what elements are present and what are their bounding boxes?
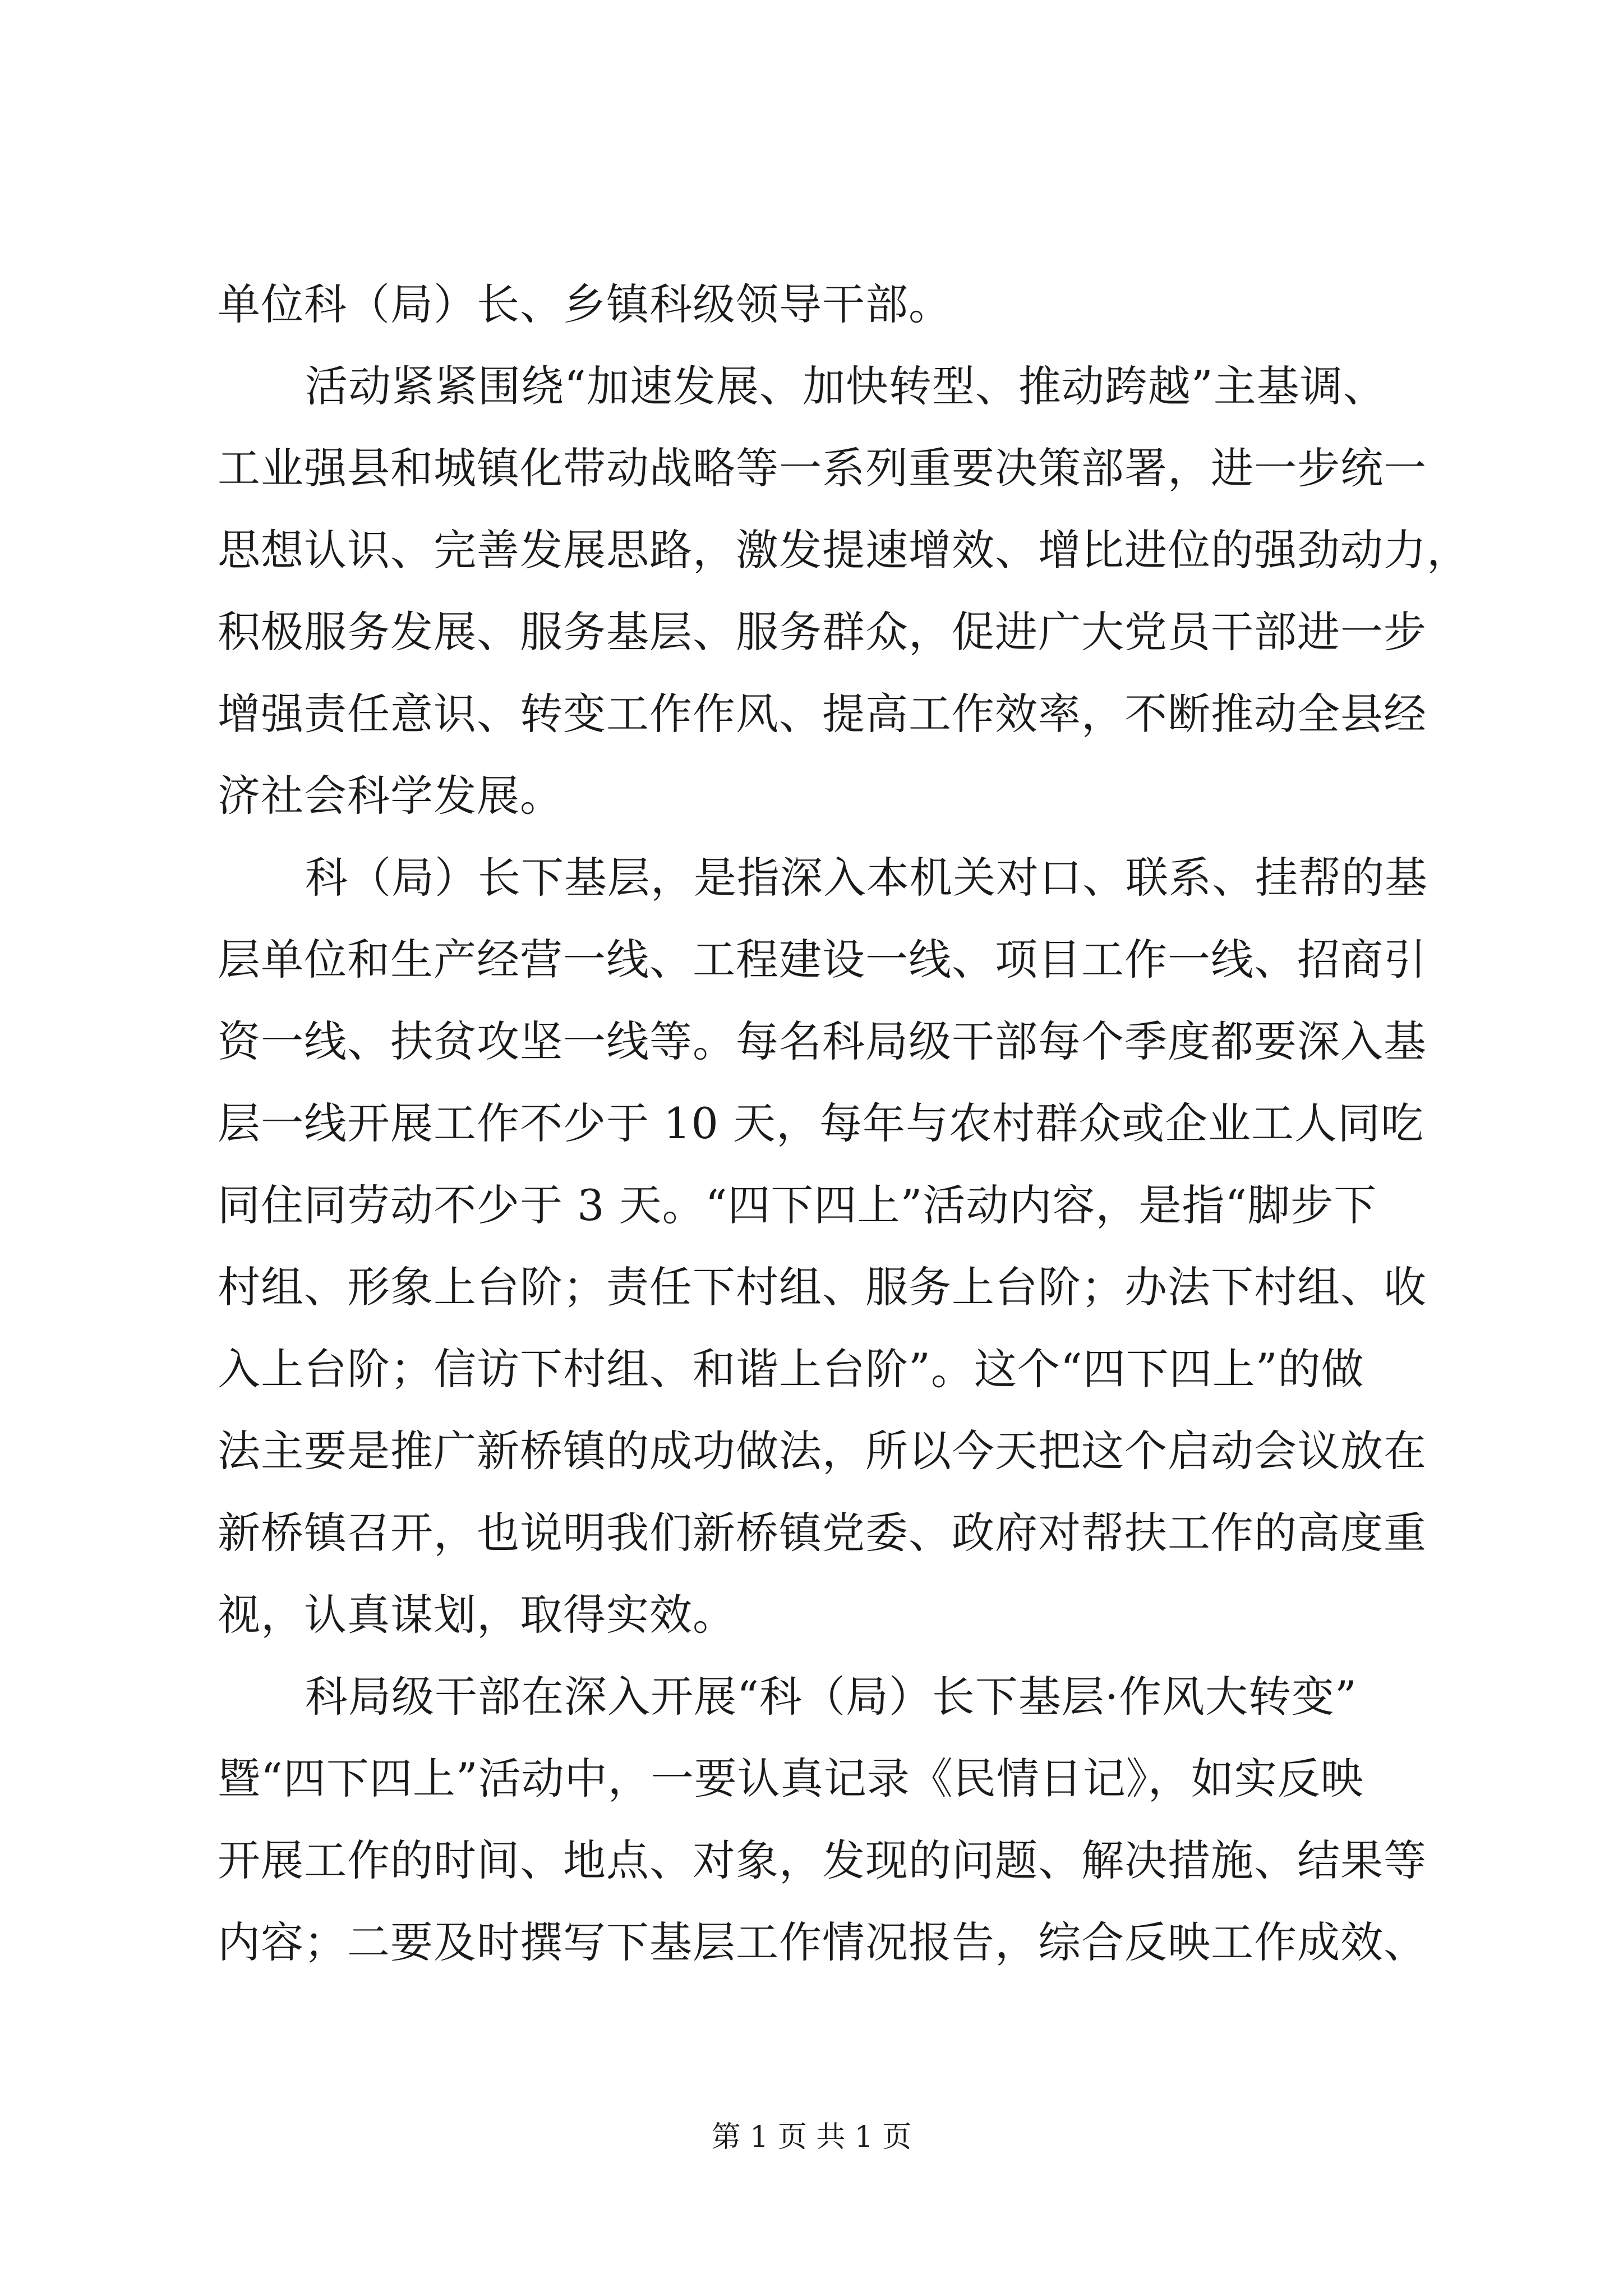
text-line: 入上台阶；信访下村组、和谐上台阶”。这个“四下四上”的做 — [218, 1344, 1364, 1394]
text-line: 层单位和生产经营一线、工程建设一线、项目工作一线、招商引 — [218, 935, 1427, 984]
text-line: 思想认识、完善发展思路，激发提速增效、增比进位的强劲动力， — [218, 525, 1470, 575]
text-line: 济社会科学发展。 — [218, 771, 563, 821]
text-line: 单位科（局）长、乡镇科级领导干部。 — [218, 279, 952, 329]
text-line: 资一线、扶贫攻坚一线等。每名科局级干部每个季度都要深入基 — [218, 1016, 1427, 1066]
text-line: 层一线开展工作不少于 10 天，每年与农村群众或企业工人同吃 — [218, 1098, 1424, 1148]
text-line: 同住同劳动不少于 3 天。“四下四上”活动内容，是指“脚步下 — [218, 1180, 1377, 1230]
text-line: 村组、形象上台阶；责任下村组、服务上台阶；办法下村组、收 — [218, 1262, 1427, 1312]
text-line: 积极服务发展、服务基层、服务群众，促进广大党员干部进一步 — [218, 607, 1427, 657]
text-line: 活动紧紧围绕“加速发展、加快转型、推动跨越”主基调、 — [305, 361, 1386, 411]
text-line: 科局级干部在深入开展“科（局）长下基层·作风大转变” — [305, 1672, 1357, 1722]
text-line: 增强责任意识、转变工作作风、提高工作效率，不断推动全县经 — [218, 689, 1427, 739]
text-line: 新桥镇召开，也说明我们新桥镇党委、政府对帮扶工作的高度重 — [218, 1508, 1427, 1558]
text-line: 视，认真谋划，取得实效。 — [218, 1590, 736, 1640]
text-line: 内容；二要及时撰写下基层工作情况报告，综合反映工作成效、 — [218, 1917, 1427, 1967]
page-number-label: 第 1 页 共 1 页 — [711, 2120, 912, 2154]
document-body — [218, 264, 1470, 1984]
text-line: 科（局）长下基层，是指深入本机关对口、联系、挂帮的基 — [305, 853, 1428, 903]
text-line: 开展工作的时间、地点、对象，发现的问题、解决措施、结果等 — [218, 1835, 1427, 1885]
text-line: 工业强县和城镇化带动战略等一系列重要决策部署，进一步统一 — [218, 443, 1427, 493]
text-line: 法主要是推广新桥镇的成功做法，所以今天把这个启动会议放在 — [218, 1426, 1427, 1476]
text-line: 暨“四下四上”活动中，一要认真记录《民情日记》，如实反映 — [218, 1754, 1364, 1803]
page-footer — [0, 2118, 1623, 2157]
